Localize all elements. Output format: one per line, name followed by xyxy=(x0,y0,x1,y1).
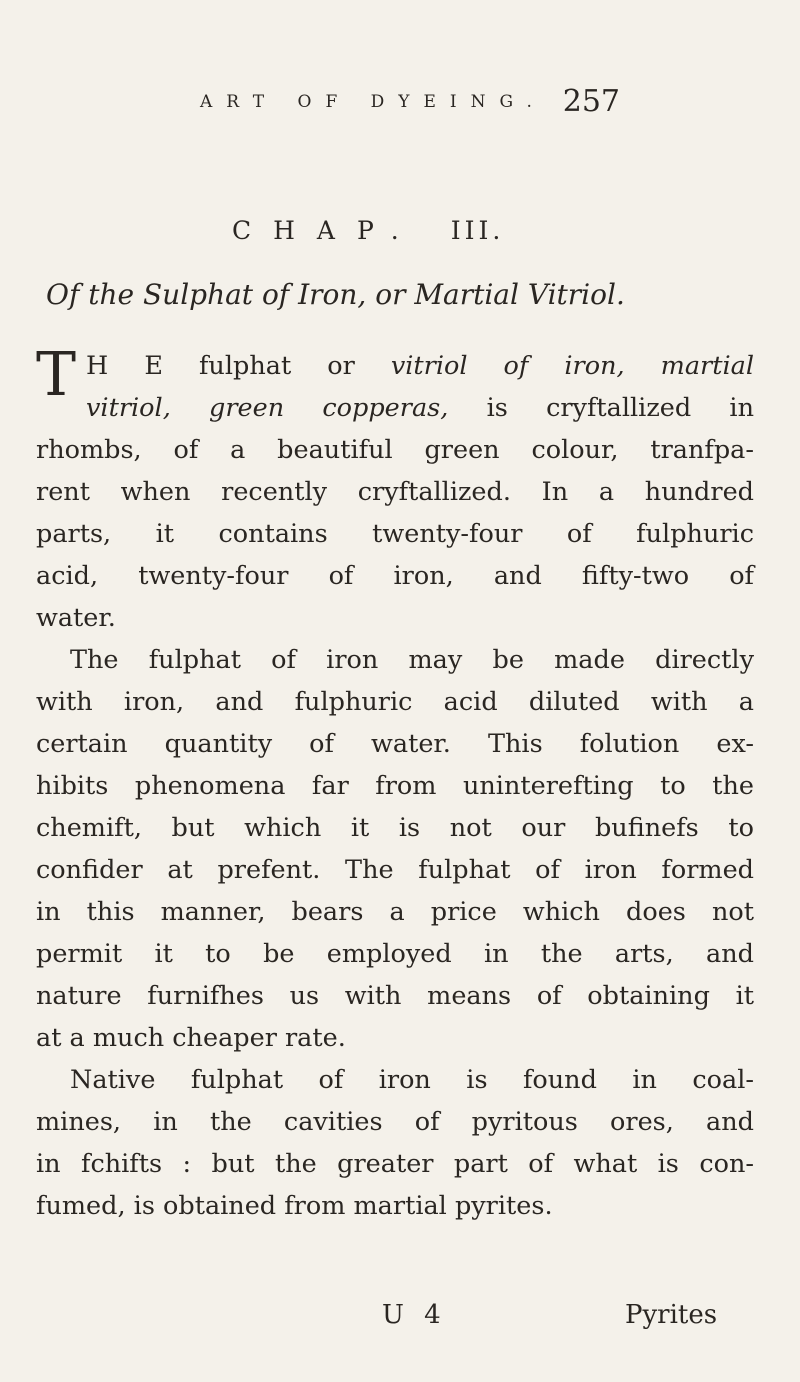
chapter-number: III. xyxy=(450,216,505,245)
text-line: permit it to be employed in the arts, and xyxy=(36,939,754,969)
page-footer xyxy=(0,1300,800,1350)
text-line xyxy=(36,387,754,429)
chapter-label: CHAP. xyxy=(232,216,421,245)
text-line: in fchifts : but the greater part of what is con- xyxy=(36,1149,754,1179)
running-title: ART OF DYEING. xyxy=(200,92,546,112)
text-line: acid, twenty-four of iron, and fifty-two of xyxy=(36,561,754,591)
text-line: hibits phenomena far from uninterefting to the xyxy=(36,771,754,801)
text-line: certain quantity of water. This folution ex- xyxy=(36,729,754,759)
running-head xyxy=(200,84,620,124)
text-span: is cryftallized in xyxy=(448,393,754,423)
signature-mark: U 4 xyxy=(382,1300,447,1330)
text-line: chemift, but which it is not our bufinefs to xyxy=(36,813,754,843)
text-line: with iron, and fulphuric acid diluted with a xyxy=(36,687,754,717)
page-number: 257 xyxy=(562,84,620,119)
text-line: mines, in the cavities of pyritous ores, and xyxy=(36,1107,754,1137)
text-line: fumed, is obtained from martial pyrites. xyxy=(36,1191,553,1221)
text-line: nature furnifhes us with means of obtaining it xyxy=(36,981,754,1011)
text-line xyxy=(36,345,754,387)
text-line: in this manner, bears a price which does not xyxy=(36,897,754,927)
text-line: water. xyxy=(36,603,116,633)
text-line: Native fulphat of iron is found in coal- xyxy=(70,1065,754,1095)
text-span: H E fulphat or xyxy=(86,351,391,381)
section-title: Of the Sulphat of Iron, or Martial Vitriol. xyxy=(46,278,625,311)
text-line: rhombs, of a beautiful green colour, tranfpa- xyxy=(36,435,754,465)
text-line: parts, it contains twenty-four of fulphuric xyxy=(36,519,754,549)
catchword: Pyrites xyxy=(625,1300,718,1330)
body-text xyxy=(36,340,754,1227)
text-line: rent when recently cryftallized. In a hundred xyxy=(36,477,754,507)
paragraph-2 xyxy=(36,639,754,1059)
italic-span: vitriol of iron, martial xyxy=(390,351,754,381)
text-line: at a much cheaper rate. xyxy=(36,1023,346,1053)
text-line: confider at prefent. The fulphat of iron formed xyxy=(36,855,754,885)
drop-cap: T xyxy=(36,340,77,410)
italic-span: vitriol, green copperas, xyxy=(86,393,449,423)
paragraph-1 xyxy=(36,340,754,639)
paragraph-3 xyxy=(36,1059,754,1227)
chapter-heading xyxy=(232,216,504,245)
text-line: The fulphat of iron may be made directly xyxy=(70,645,754,675)
